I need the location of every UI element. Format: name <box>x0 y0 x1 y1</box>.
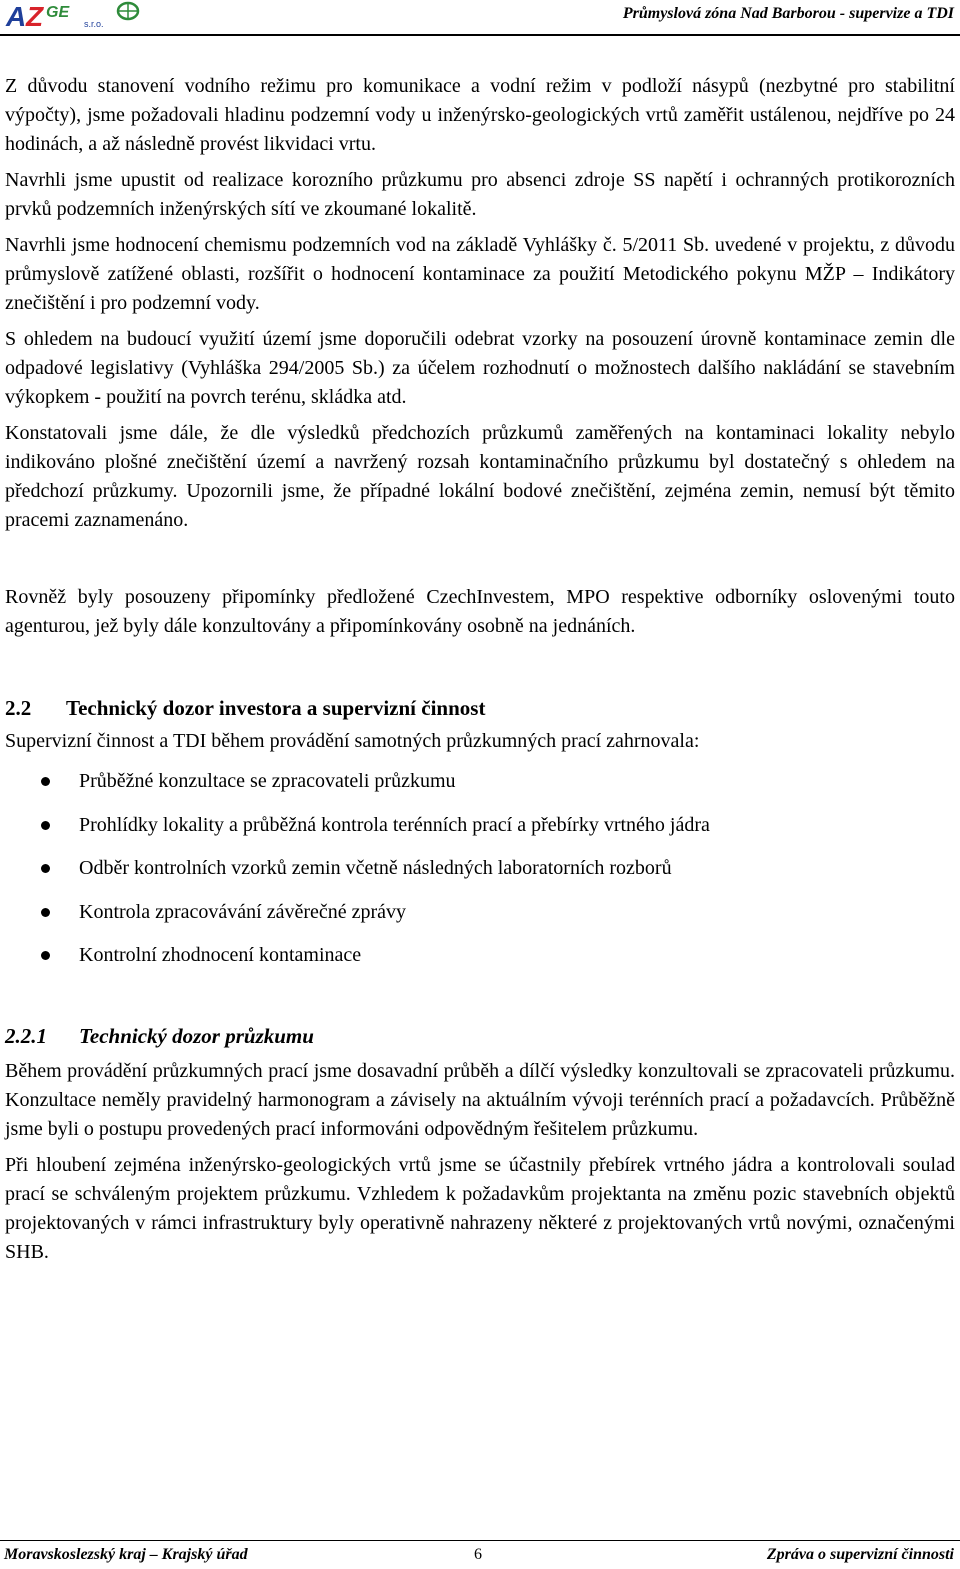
svg-text:GE: GE <box>46 4 70 21</box>
bullet-icon <box>41 908 50 917</box>
bullet-icon <box>41 777 50 786</box>
subsection-heading <box>5 1022 955 1051</box>
bullet-icon <box>41 951 50 960</box>
footer-authority: Moravskoslezský kraj – Krajský úřad <box>4 1546 248 1563</box>
section-title: Technický dozor investora a supervizní činnost <box>66 696 486 720</box>
paragraph-soil-samples: S ohledem na budoucí využití území jsme doporučili odebrat vzorky na posouzení úrovně kontaminace zemin dle odpadové legislativy (Vyhláška 294/2005 Sb.) za účelem rozhodnutí o možnostech dalšího nakládání se stavebním výkopkem - použití na povrch terénu, skládka atd. <box>5 328 955 408</box>
footer-report-title: Zpráva o supervizní činnosti <box>766 1546 954 1563</box>
footer-divider <box>0 1540 960 1541</box>
paragraph-water-regime: Z důvodu stanovení vodního režimu pro komunikace a vodní režim v podloží násypů (nezbytné pro stabilitní výpočty), jsme požadovali hladinu podzemní vody u inženýrsko-geologických vrtů zaměřit ustálenou, nejdříve po 24 hodinách, a až následně provést likvidaci vrtu. <box>5 75 955 155</box>
page-header <box>0 0 960 34</box>
section-intro: Supervizní činnost a TDI během provádění samotných průzkumných prací zahrnovala: <box>5 730 700 752</box>
list-item: Kontrolní zhodnocení kontaminace <box>5 934 955 978</box>
page-number: 6 <box>474 1546 482 1563</box>
page-footer <box>0 1540 960 1569</box>
subsection-number: 2.2.1 <box>5 1023 47 1048</box>
bullet-icon <box>41 864 50 873</box>
header-divider <box>0 34 960 36</box>
section-heading <box>5 694 955 723</box>
section-number: 2.2 <box>5 696 32 720</box>
paragraph-corrosion: Navrhli jsme upustit od realizace korozního průzkumu pro absenci zdroje SS napětí i ochranných protikorozních prvků podzemních inženýrských sítí ve zkoumané lokalitě. <box>5 169 955 220</box>
list-item: Odběr kontrolních vzorků zemin včetně následných laboratorních rozborů <box>5 847 955 891</box>
paragraph-contamination: Konstatovali jsme dále, že dle výsledků předchozích průzkumů zaměřených na kontaminaci lokality nebylo indikováno plošné znečištění území a navržený rozsah kontaminačního průzkumu byl dostatečný s ohledem na předchozí průzkumy. Upozornili jsme, že případné lokální bodové znečištění, zejména zemin, nemusí být těmito pracemi zaznamenáno. <box>5 422 955 531</box>
paragraph-drilling: Při hloubení zejména inženýrsko-geologických vrtů jsme se účastnily přebírek vrtného jádra a kontrolovali soulad prací se schváleným projektem průzkumu. Vzhledem k požadavkům projektanta na změnu pozic stavebních objektů projektovaných v rámci infrastruktury byly operativně nahrazeny některé z projektovaných vrtů novými, označenými SHB. <box>5 1153 955 1263</box>
bullet-icon <box>41 821 50 830</box>
azgeo-logo <box>4 1 140 29</box>
subsection-title: Technický dozor průzkumu <box>79 1023 314 1048</box>
activity-list <box>5 760 955 978</box>
list-item: Průběžné konzultace se zpracovateli průzkumu <box>5 760 955 804</box>
header-title: Průmyslová zóna Nad Barborou - supervize a TDI <box>622 5 954 22</box>
paragraph-consultations: Během provádění průzkumných prací jsme dosavadní průběh a dílčí výsledky konzultovali se zpracovateli průzkumu. Konzultace neměly pravidelný harmonogram a závisely na aktuálním vývoji terénních prací a požadavcích. Průběžně jsme byli o postupu provedených prací informováni odpovědným řešitelem průzkumu. <box>5 1059 955 1140</box>
svg-text:A: A <box>6 1 27 29</box>
list-item: Kontrola zpracovávání závěrečné zprávy <box>5 891 955 935</box>
paragraph-comments: Rovněž byly posouzeny připomínky předložené CzechInvestem, MPO respektive odborníky oslovenými touto agenturou, jež byly dále konzultovány a připomínkovány osobně na jednáních. <box>5 586 955 637</box>
logo-sub-text: s.r.o. <box>84 19 104 29</box>
svg-text:Z: Z <box>26 1 44 29</box>
paragraph-chemistry: Navrhli jsme hodnocení chemismu podzemních vod na základě Vyhlášky č. 5/2011 Sb. uvedené v projektu, z důvodu průmyslově zatížené oblasti, rozšířit o hodnocení kontaminace za použití Metodického pokynu MŽP – Indikátory znečištění i pro podzemní vody. <box>5 234 955 314</box>
list-item: Prohlídky lokality a průběžná kontrola terénních prací a přebírky vrtného jádra <box>5 804 955 848</box>
document-body <box>5 72 955 1267</box>
